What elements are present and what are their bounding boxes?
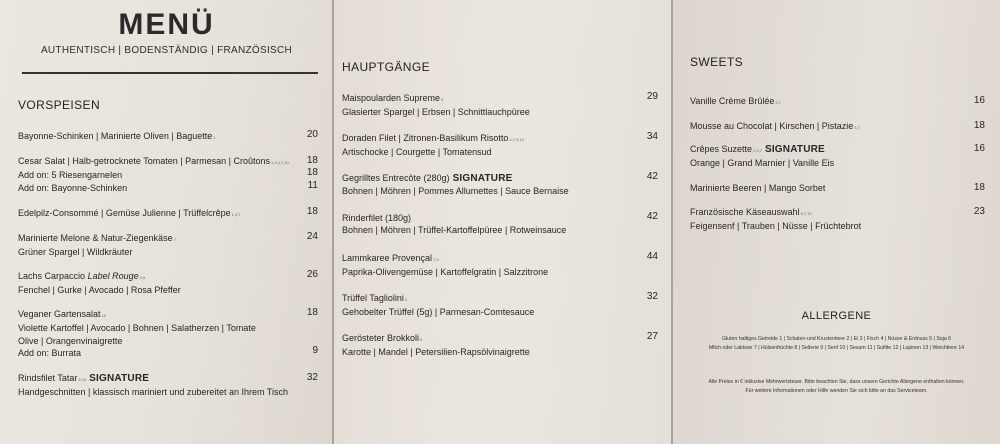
- price-note: Alle Preise in € inklusive Mehrwertsteuer. Bitte beachten Sie, dass unsere Gerichte Allergene enthalten können.: [708, 379, 965, 385]
- item-name: Cesar Salat | Halb-getrocknete Tomaten | Parmesan | Croûtons: [18, 156, 270, 166]
- item-price: 44: [646, 251, 658, 262]
- menu-item: [690, 182, 825, 194]
- item-name: Lachs Carpaccio: [18, 271, 86, 281]
- menu-item: Crêpes Suzette 1,3,7 SIGNATURE Orange | Grand Marnier | Vanille Eis: [690, 144, 835, 169]
- item-name: Trüffel Tagliolini: [342, 293, 404, 303]
- menu-item: Marinierte Melone & Natur-Ziegenkäse 7 Grüner Spargel | Wildkräuter: [18, 233, 176, 258]
- item-name: Maispoularden Supreme: [342, 93, 441, 103]
- item-description: Orange | Grand Marnier | Vanille Eis: [690, 158, 835, 169]
- item-price: 18: [306, 167, 318, 178]
- item-price: 16: [973, 95, 985, 106]
- item-name-italic: Label Rouge: [87, 271, 139, 281]
- menu-item: Französische Käseauswahl 5,7,10 Feigensenf | Trauben | Nüsse | Früchtebrot: [690, 207, 862, 232]
- item-price: 26: [306, 269, 318, 280]
- menu-item: Rindsfilet Tatar 3,10 SIGNATURE Handgeschnitten | klassisch mariniert und zubereitet an Ihrem Tisch: [18, 373, 288, 398]
- add-on-line: Add on: Burrata: [18, 347, 82, 358]
- menu-subtitle: AUTHENTISCH | BODENSTÄNDIG | FRANZÖSISCH: [40, 45, 293, 56]
- item-price: 32: [646, 291, 658, 302]
- add-on-line: Add on: Bayonne-Schinken: [18, 182, 128, 193]
- item-name: Rindsfilet Tatar: [18, 373, 78, 383]
- item-price: 20: [306, 129, 318, 140]
- item-description: Gehobelter Trüffel (5g) | Parmesan-Comtesauce: [342, 307, 535, 318]
- item-name: Marinierte Beeren | Mango Sorbet: [690, 183, 826, 193]
- item-description: Artischocke | Courgette | Tomatensud: [342, 147, 492, 158]
- item-price: 18: [973, 182, 985, 193]
- menu-item: Mousse au Chocolat | Kirschen | Pistazie 3,7: [690, 121, 860, 131]
- item-description: Karotte | Mandel | Petersilien-Rapsölvinaigrette: [342, 347, 530, 358]
- item-name: Mousse au Chocolat | Kirschen | Pistazie: [690, 121, 854, 131]
- item-price: 42: [646, 171, 658, 182]
- item-description: Bohnen | Möhren | Pommes Allumettes | Sauce Bernaise: [342, 186, 569, 197]
- item-name: Bayonne-Schinken | Marinierte Oliven | Baguette: [18, 131, 213, 141]
- section-title-hauptgaenge: HAUPTGÄNGE: [342, 60, 431, 74]
- item-price: 18: [973, 120, 985, 131]
- item-name: Gerösteter Brokkoli: [342, 333, 420, 343]
- section-title-sweets: SWEETS: [690, 55, 744, 69]
- item-price: 27: [646, 331, 658, 342]
- item-price: 32: [306, 372, 318, 383]
- menu-item: Cesar Salat | Halb-getrocknete Tomaten | Parmesan | Croûtons 1,3,4,7,10 Add on: 5 Riesengarnelen Add on: Bayonne-Schinken: [18, 156, 289, 193]
- item-name: Marinierte Melone & Natur-Ziegenkäse: [18, 233, 173, 243]
- item-name: Vanille Crème Brûlée: [690, 96, 775, 106]
- item-name: Lammkaree Provençal: [342, 253, 433, 263]
- item-price: 18: [306, 155, 318, 166]
- menu-item: Bayonne-Schinken | Marinierte Oliven | Baguette 1: [18, 131, 216, 141]
- item-price: 16: [973, 143, 985, 154]
- menu-item: Lammkaree Provençal 7,9 Paprika-Olivengemüse | Kartoffelgratin | Salzzitrone: [342, 253, 549, 278]
- item-description: Glasierter Spargel | Erbsen | Schnittlauchpüree: [342, 107, 530, 118]
- item-name: Doraden Filet | Zitronen-Basilikum Risotto: [342, 133, 509, 143]
- item-price: 18: [306, 307, 318, 318]
- allergens-list: Milch oder Laktose 7 | Hülsenfrüchte 8 | Sellerie 9 | Senf 10 | Sesam 11 | Sulfite 12 | Lupinen 13 | Weichtiere 14: [708, 345, 965, 351]
- item-name: Rinderfilet (180g): [342, 213, 412, 223]
- allergens-list: Gluten haltiges Getreide 1 | Schalen-und Krustentiere 2 | Ei 3 | Fisch 4 | Nüsse & Erdnuss 5 | Soja 6: [721, 336, 952, 342]
- signature-badge: SIGNATURE: [89, 373, 150, 384]
- signature-badge: SIGNATURE: [452, 173, 513, 184]
- section-title-vorspeisen: VORSPEISEN: [18, 98, 101, 112]
- allergens-title: ALLERGENE: [801, 310, 872, 322]
- menu-page-starters: [0, 0, 333, 444]
- menu-title: MENÜ: [118, 8, 215, 41]
- item-description: Olive | Orangenvinaigrette: [18, 335, 123, 346]
- item-description: Fenchel | Gurke | Avocado | Rosa Pfeffer: [18, 285, 181, 296]
- item-price: 24: [306, 231, 318, 242]
- item-price: 29: [646, 91, 658, 102]
- menu-item: [342, 172, 569, 198]
- menu-item: Veganer Gartensalat 10 Violette Kartoffel | Avocado | Bohnen | Salatherzen | Tomate Olive | Orangenvinaigrette Add on: Burrata: [18, 309, 256, 358]
- menu-item: [342, 212, 566, 237]
- item-description: Violette Kartoffel | Avocado | Bohnen | Salatherzen | Tomate: [18, 323, 256, 334]
- item-name: Veganer Gartensalat: [18, 309, 101, 319]
- item-description: Handgeschnitten | klassisch mariniert und zubereitet an Ihrem Tisch: [18, 387, 288, 398]
- menu-item: Lachs Carpaccio Label Rouge 4,9 Fenchel | Gurke | Avocado | Rosa Pfeffer: [18, 271, 181, 296]
- header-rule: [22, 72, 318, 74]
- menu-item: Doraden Filet | Zitronen-Basilikum Risotto 4,7,9,12 Artischocke | Courgette | Tomatensud: [342, 133, 524, 158]
- item-price: 34: [646, 131, 658, 142]
- menu-item: Gerösteter Brokkoli 5 Karotte | Mandel | Petersilien-Rapsölvinaigrette: [342, 333, 530, 358]
- item-price: 9: [312, 345, 318, 356]
- item-name: Edelpilz-Consommé | Gemüse Julienne | Trüffelcrêpe: [18, 208, 231, 218]
- add-on-line: Add on: 5 Riesengarnelen: [18, 170, 123, 181]
- item-description: Paprika-Olivengemüse | Kartoffelgratin | Salzzitrone: [342, 267, 549, 278]
- item-name: Crêpes Suzette: [690, 144, 753, 154]
- menu-item: Maispoularden Supreme 9 Glasierter Spargel | Erbsen | Schnittlauchpüree: [342, 93, 530, 118]
- menu-item: Trüffel Tagliolini 1 Gehobelter Trüffel (5g) | Parmesan-Comtesauce: [342, 293, 535, 318]
- item-name: Französische Käseauswahl: [690, 207, 800, 217]
- item-price: 23: [973, 206, 985, 217]
- signature-badge: SIGNATURE: [764, 144, 825, 155]
- service-note: Für weitere Informationen oder Hilfe wenden Sie sich bitte an das Serviceteam.: [745, 388, 928, 394]
- menu-page-mains: [334, 0, 672, 444]
- item-price: 11: [307, 180, 318, 191]
- menu-page-sweets: [673, 0, 1000, 444]
- item-name: Gegrilltes Entrecôte (280g): [342, 173, 450, 183]
- item-description: Feigensenf | Trauben | Nüsse | Früchtebrot: [690, 221, 862, 232]
- item-price: 42: [646, 211, 658, 222]
- menu-item: Edelpilz-Consommé | Gemüse Julienne | Trüffelcrêpe 1,3,7: [18, 208, 241, 218]
- item-description: Bohnen | Möhren | Trüffel-Kartoffelpüree | Rotweinsauce: [342, 225, 567, 236]
- menu-item: Vanille Crème Brûlée 3,7: [690, 96, 781, 106]
- item-description: Grüner Spargel | Wildkräuter: [18, 247, 133, 258]
- item-price: 18: [306, 206, 318, 217]
